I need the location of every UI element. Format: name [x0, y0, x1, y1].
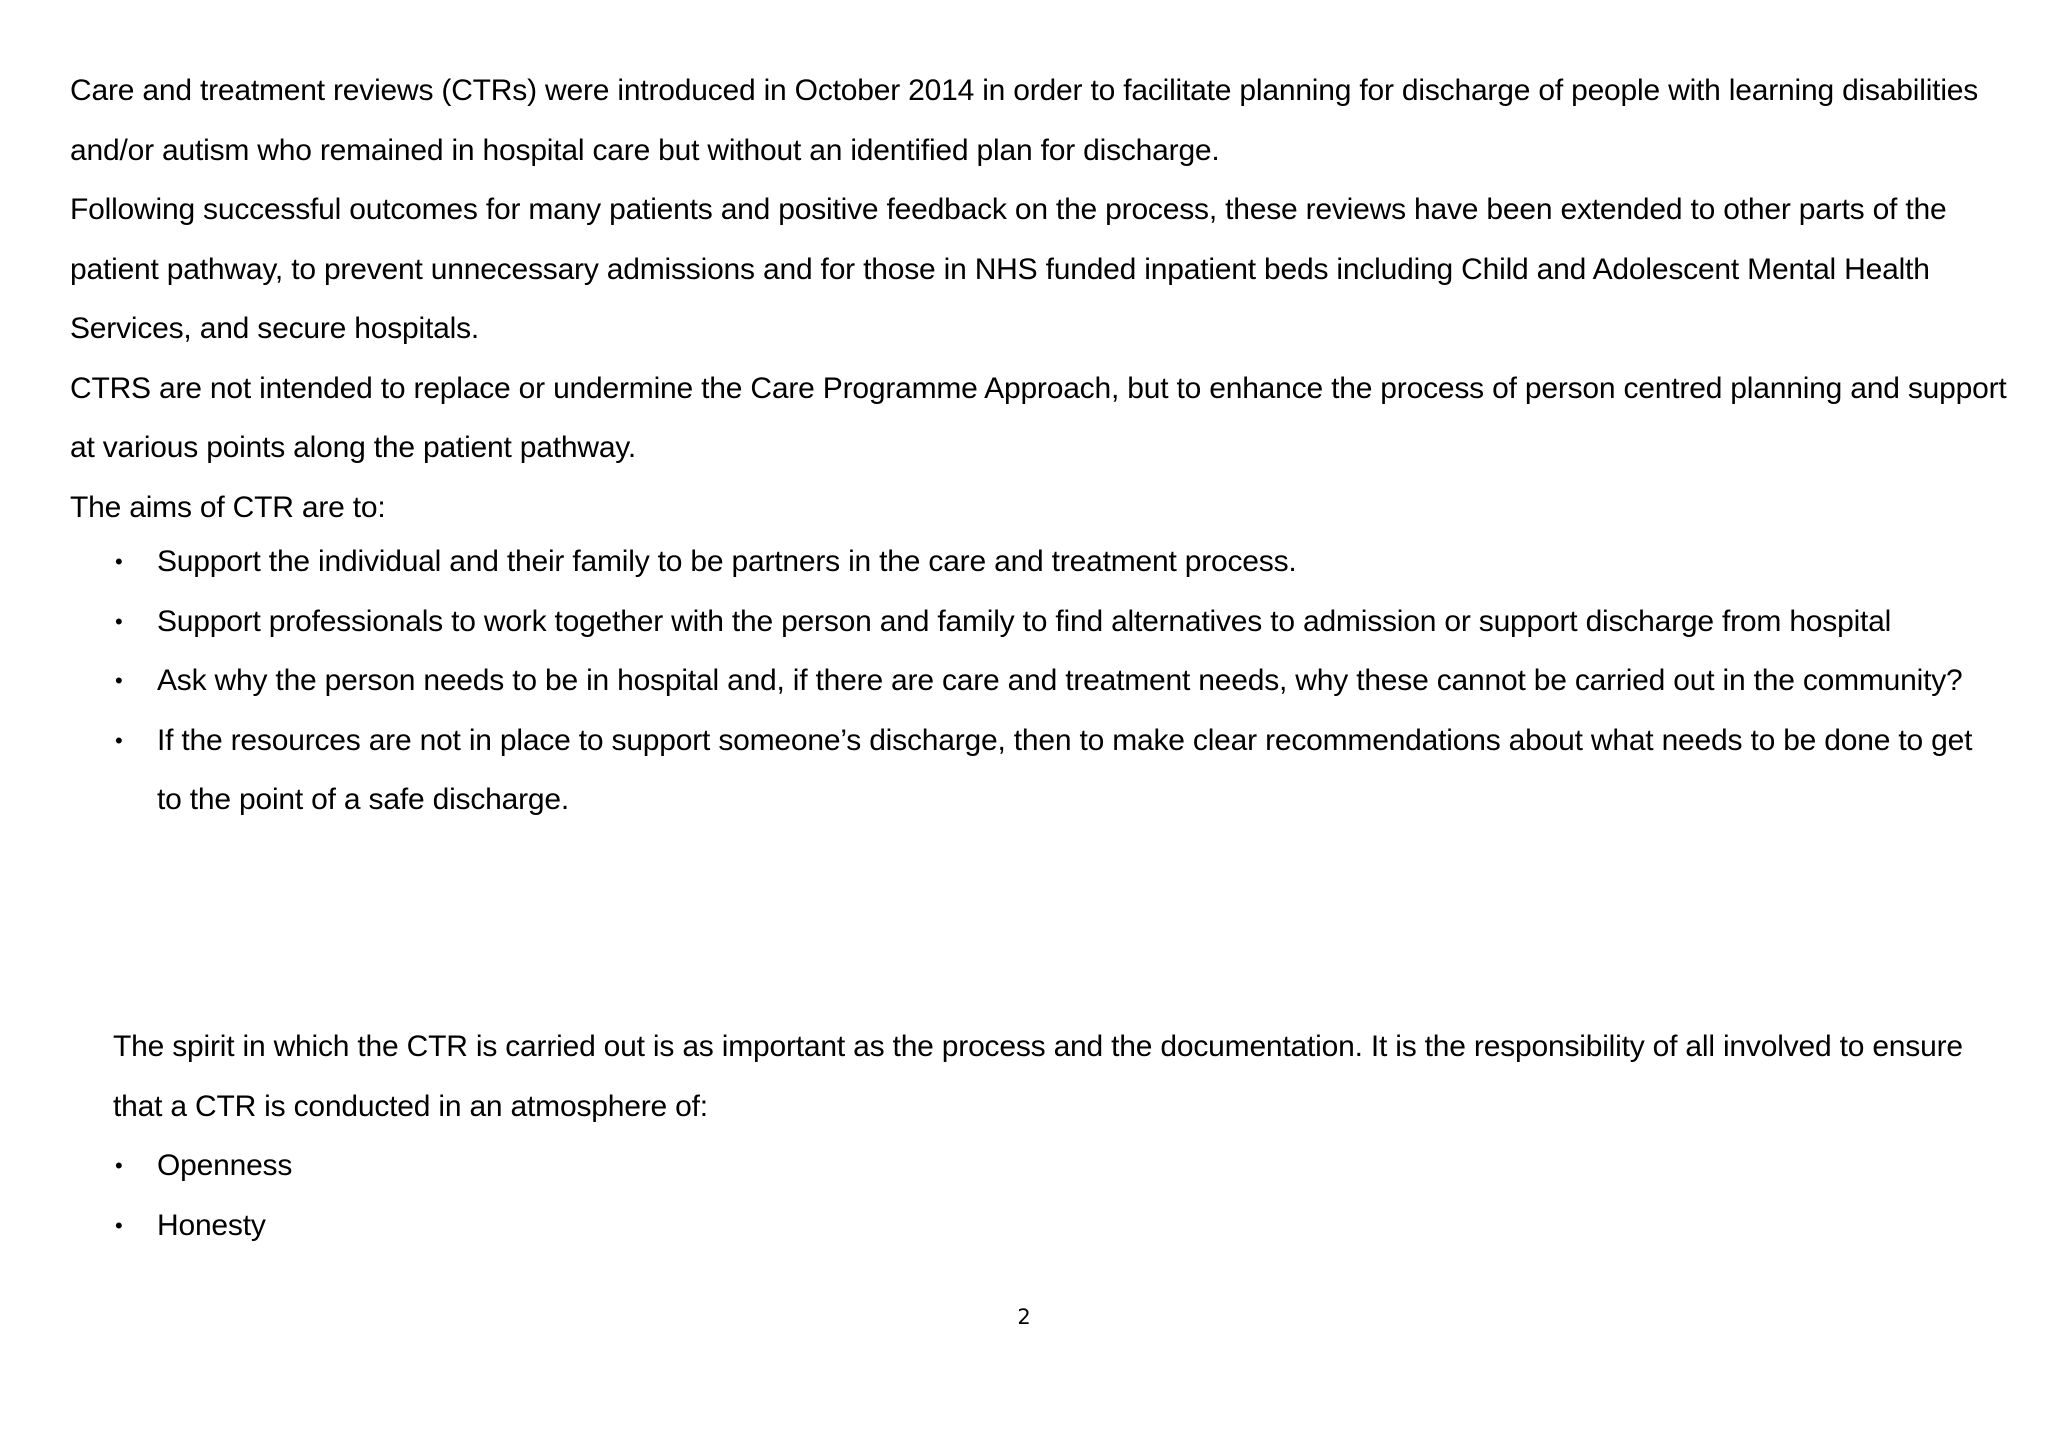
bullet-icon: •: [115, 727, 123, 753]
bullet-icon: •: [115, 549, 123, 574]
atmosphere-list: [113, 1136, 1993, 1255]
list-item: [113, 1196, 1993, 1256]
list-item-text: Support professionals to work together with the person and family to find alternatives to admission or support discharge from hospital: [157, 604, 1892, 638]
list-item: [113, 651, 1993, 711]
intro-section: [70, 61, 2010, 537]
list-item-text: Openness: [157, 1149, 293, 1182]
list-item: [113, 711, 1993, 830]
spirit-paragraph: The spirit in which the CTR is carried out is as important as the process and the documentation. It is the responsibility of all involved to ensure that a CTR is conducted in an atmosphere of:: [113, 1030, 1963, 1123]
list-item-text: Honesty: [157, 1208, 266, 1242]
intro-paragraph-ctr-introduction: Care and treatment reviews (CTRs) were introduced in October 2014 in order to facilitate planning for discharge of people with learning disabilities and/or autism who remained in hospital care but without an identified plan for discharge.: [70, 74, 1979, 167]
bullet-icon: •: [115, 1212, 123, 1238]
list-item-text: Ask why the person needs to be in hospital and, if there are care and treatment needs, why these cannot be carried out in the community?: [157, 664, 1963, 697]
list-item-text: Support the individual and their family to be partners in the care and treatment process.: [157, 545, 1297, 578]
intro-paragraph-cpa: CTRS are not intended to replace or undermine the Care Programme Approach, but to enhance the process of person centred planning and support at various points along the patient pathway.: [70, 371, 2007, 464]
intro-paragraph-extension: Following successful outcomes for many patients and positive feedback on the process, these reviews have been extended to other parts of the patient pathway, to prevent unnecessary admissions and for those in NHS funded inpatient beds including Child and Adolescent Mental Health Services, and secure hospitals.: [70, 193, 1947, 345]
aims-heading: The aims of CTR are to:: [70, 490, 386, 524]
aims-list: [113, 532, 1993, 830]
bullet-icon: •: [115, 1153, 123, 1178]
list-item-text: If the resources are not in place to support someone’s discharge, then to make clear recommendations about what needs to be done to get to the point of a safe discharge.: [157, 723, 1973, 816]
bullet-icon: •: [115, 608, 123, 634]
list-item: [113, 532, 1993, 592]
page-number: 2: [1017, 1305, 1031, 1329]
list-item: [113, 592, 1993, 652]
list-item: [113, 1136, 1993, 1196]
bullet-icon: •: [115, 668, 123, 693]
